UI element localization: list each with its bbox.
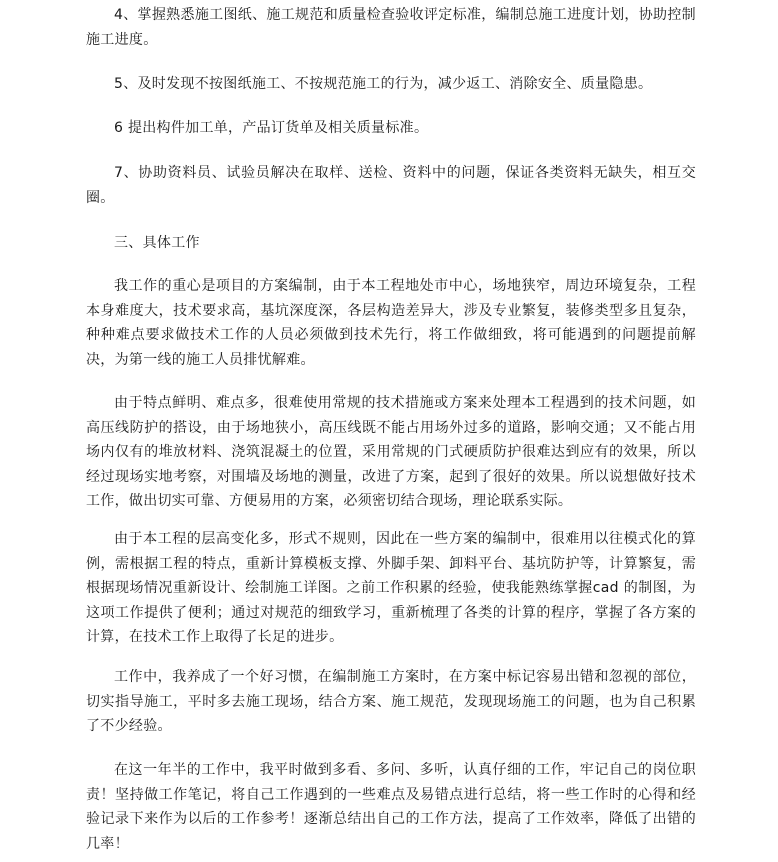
- paragraph-duty-4: 4、掌握熟悉施工图纸、施工规范和质量检查验收评定标准，编制总施工进度计划，协助控制施工进度。: [86, 7, 696, 48]
- paragraph-duty-6: 6 提出构件加工单，产品订货单及相关质量标准。: [114, 120, 429, 136]
- paragraph-duty-5: 5、及时发现不按图纸施工、不按规范施工的行为，减少返工、消除安全、质量隐患。: [114, 76, 653, 92]
- paragraph-good-habits: 工作中，我养成了一个好习惯，在编制施工方案时，在方案中标记容易出错和忽视的部位，切实指导施工，平时多去施工现场，结合方案、施工规范，发现现场施工的问题，也为自己积累了不少经验。: [86, 669, 696, 734]
- paragraph-work-focus: 我工作的重心是项目的方案编制，由于本工程地处市中心，场地狭窄，周边环境复杂，工程本身难度大，技术要求高，基坑深度深，各层构造差异大，涉及专业繁复，装修类型多且复杂，种种难点要求做技术工作的人员必须做到技术先行，将工作做细致，将可能遇到的问题提前解决，为第一线的施工人员排忧解难。: [86, 278, 696, 368]
- paragraph-high-voltage-protection: 由于特点鲜明、难点多，很难使用常规的技术措施或方案来处理本工程遇到的技术问题，如高压线防护的搭设，由于场地狭小，高压线既不能占用场外过多的道路，影响交通；又不能占用场内仅有的堆放材料、浇筑混凝土的位置，采用常规的门式硬质防护很难达到应有的效果，所以经过现场实地考察，对围墙及场地的测量，改进了方案，起到了很好的效果。所以说想做好技术工作，做出切实可靠、方便易用的方案，必须密切结合现场，理论联系实际。: [86, 395, 696, 509]
- section-heading: 三、具体工作: [114, 235, 200, 251]
- paragraph-summary: 在这一年半的工作中，我平时做到多看、多问、多听，认真仔细的工作，牢记自己的岗位职责！坚持做工作笔记，将自己工作遇到的一些难点及易错点进行总结，将一些工作时的心得和经验记录下来作为以后的工作参考！逐渐总结出自己的工作方法，提高了工作效率，降低了出错的几率！: [86, 762, 696, 852]
- paragraph-duty-7: 7、协助资料员、试验员解决在取样、送检、资料中的问题，保证各类资料无缺失，相互交圈。: [86, 165, 696, 206]
- paragraph-calculation-methods: 由于本工程的层高变化多，形式不规则，因此在一些方案的编制中，很难用以往模式化的算例，需根据工程的特点，重新计算模板支撑、外脚手架、卸料平台、基坑防护等，计算繁复，需根据现场情况重新设计、绘制施工详图。之前工作积累的经验，使我能熟练掌握cad 的制图，为这项工作提供了便利；通过对规范的细致学习，重新梳理了各类的计算的程序，掌握了各方案的计算，在技术工作上取得了长足的进步。: [86, 531, 696, 645]
